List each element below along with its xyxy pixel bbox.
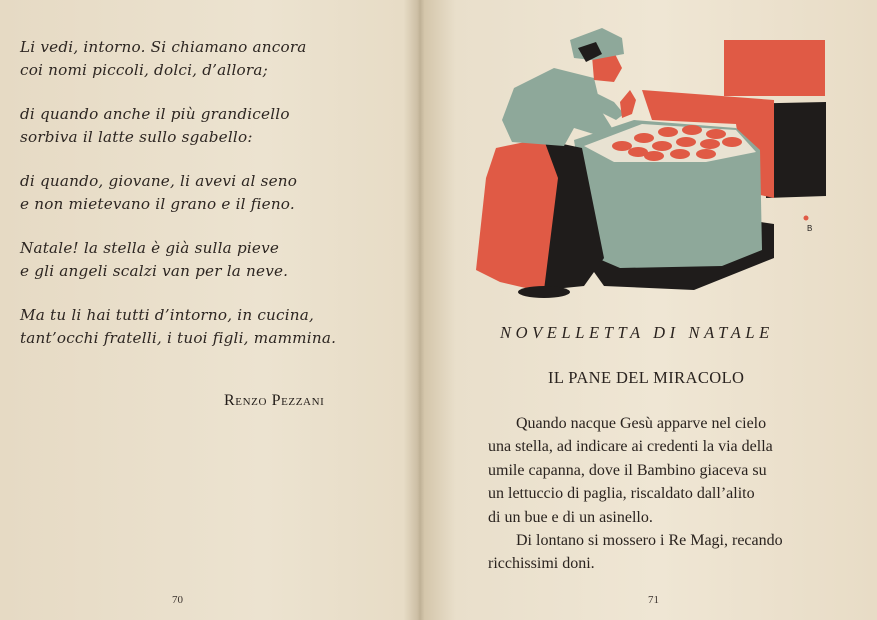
poem-stanza	[20, 36, 400, 82]
bread-loaf	[696, 149, 716, 159]
bread-loaf	[700, 139, 720, 149]
right-page	[420, 0, 877, 620]
poem-stanza	[20, 304, 400, 350]
story-text	[488, 412, 840, 576]
left-page	[0, 0, 418, 620]
story-line: Di lontano si mossero i Re Magi, recando	[516, 532, 783, 550]
poem-stanza	[20, 170, 400, 216]
poem	[20, 36, 400, 371]
poem-line: di quando, giovane, li avevi al seno	[20, 172, 298, 190]
wall-red-block	[724, 40, 825, 96]
story-line: un lettuccio di paglia, riscaldato dall’alito	[488, 485, 755, 503]
page-number-left: 70	[172, 594, 183, 606]
story-line: di un bue e di un asinello.	[488, 508, 653, 526]
poem-stanza	[20, 237, 400, 283]
bread-loaf	[652, 141, 672, 151]
series-title: NOVELLETTA DI NATALE	[500, 323, 774, 342]
page-number-right: 71	[648, 594, 659, 606]
poem-stanza	[20, 103, 400, 149]
poem-line: tant’occhi fratelli, i tuoi figli, mammina.	[20, 329, 337, 347]
poem-line: Li vedi, intorno. Si chiamano ancora	[20, 38, 307, 56]
woman-hand	[620, 90, 636, 118]
bread-loaf	[658, 127, 678, 137]
poem-line: e non mietevano il grano e il fieno.	[20, 195, 295, 213]
bread-loaf	[612, 141, 632, 151]
story-line: ricchissimi doni.	[488, 555, 595, 573]
kitchen-illustration	[474, 28, 834, 303]
poem-line: coi nomi piccoli, dolci, d’allora;	[20, 61, 268, 79]
bread-loaf	[682, 125, 702, 135]
bread-loaf	[722, 137, 742, 147]
poem-line: Ma tu li hai tutti d’intorno, in cucina,	[20, 306, 315, 324]
story-title: IL PANE DEL MIRACOLO	[548, 368, 745, 387]
bread-loaf	[634, 133, 654, 143]
story-line: una stella, ad indicare ai credenti la via della	[488, 438, 773, 456]
illustration-signature: B	[807, 224, 813, 233]
story-paragraph	[488, 529, 840, 576]
bread-loaf	[706, 129, 726, 139]
story-paragraph	[488, 412, 840, 529]
story-line: Quando nacque Gesù apparve nel cielo	[516, 415, 767, 432]
poem-line: di quando anche il più grandicello	[20, 105, 290, 123]
signature-dot	[804, 216, 809, 221]
poem-line: e gli angeli scalzi van per la neve.	[20, 262, 289, 280]
bread-loaf	[670, 149, 690, 159]
poem-line: Natale! la stella è già sulla pieve	[20, 239, 280, 257]
poem-author: Renzo Pezzani	[224, 392, 325, 409]
bread-loaf	[676, 137, 696, 147]
bread-loaf	[644, 151, 664, 161]
woman-shoe	[518, 286, 570, 298]
story-line: umile capanna, dove il Bambino giaceva su	[488, 461, 767, 479]
poem-line: sorbiva il latte sullo sgabello:	[20, 128, 253, 146]
